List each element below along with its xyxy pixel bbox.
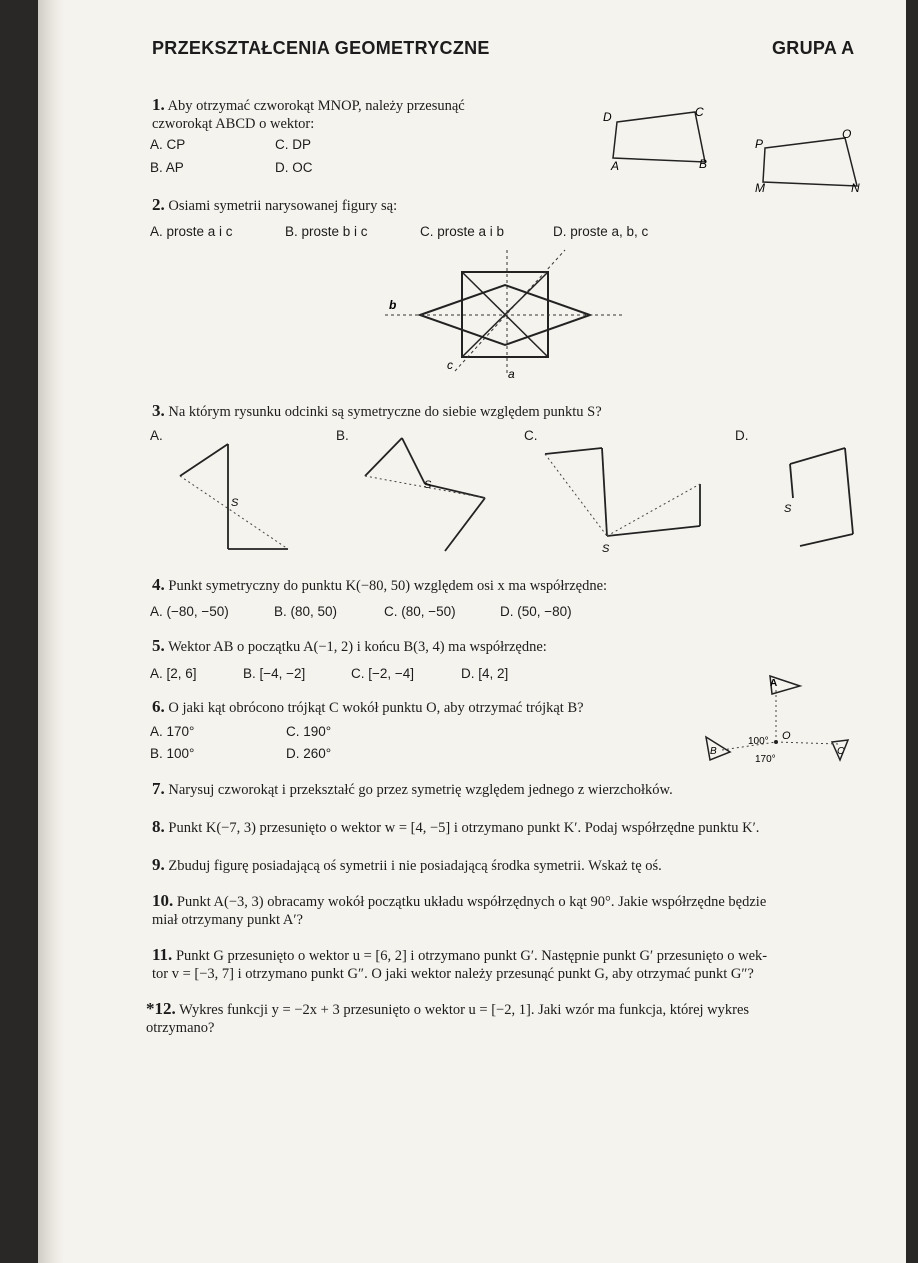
figure-a xyxy=(180,444,288,549)
question-4 xyxy=(152,576,607,595)
question-9 xyxy=(152,856,662,875)
q4-option[interactable]: A. (−80, −50) xyxy=(150,604,229,619)
quadrilateral-abcd xyxy=(613,112,705,162)
page-edge xyxy=(38,0,64,1263)
vertex-label: B xyxy=(699,157,708,171)
q2-option[interactable]: A. proste a i c xyxy=(150,224,233,239)
q5-option[interactable]: A. [2, 6] xyxy=(150,666,197,681)
question-number: 5. xyxy=(152,636,165,655)
q3-option[interactable]: B. xyxy=(336,428,349,443)
q5-option[interactable]: B. [−4, −2] xyxy=(243,666,306,681)
question-text: Aby otrzymać czworokąt MNOP, należy przesunąć xyxy=(167,98,465,114)
q2-option[interactable]: B. proste b i c xyxy=(285,224,368,239)
question-10 xyxy=(152,892,872,929)
triangle-label: B xyxy=(710,746,717,757)
question-text: Zbuduj figurę posiadającą oś symetrii i nie posiadającą środka symetrii. Wskaż tę oś. xyxy=(168,858,662,874)
q4-option[interactable]: C. (80, −50) xyxy=(384,604,456,619)
vertex-label: D xyxy=(603,110,612,124)
question-7 xyxy=(152,780,673,799)
quadrilateral-mnop xyxy=(763,138,857,186)
question-text: miał otrzymany punkt A′? xyxy=(152,912,303,928)
q3-figures xyxy=(170,436,870,566)
q3-option[interactable]: D. xyxy=(735,428,749,443)
q2-figure xyxy=(385,245,625,380)
question-text: Na którym rysunku odcinki są symetryczne do siebie względem punktu S? xyxy=(168,404,602,420)
page-title: PRZEKSZTAŁCENIA GEOMETRYCZNE xyxy=(152,38,490,58)
point-label: S xyxy=(784,503,792,515)
triangle-label: A xyxy=(770,678,778,689)
question-text: Punkt A(−3, 3) obracamy wokół początku układu współrzędnych o kąt 90°. Jakie współrzędne będzie xyxy=(176,894,767,910)
axis-label: a xyxy=(508,367,515,380)
question-number: 8. xyxy=(152,817,165,836)
question-6 xyxy=(152,698,584,717)
question-number: 6. xyxy=(152,697,165,716)
question-8 xyxy=(152,818,759,837)
q6-option[interactable]: B. 100° xyxy=(150,746,195,761)
angle-label: 170° xyxy=(755,754,776,765)
question-text: tor v = [−3, 7] i otrzymano punkt G″. O jaki wektor należy przesunąć punkt G, aby otrzymać punkt G″? xyxy=(152,966,754,982)
question-text: Wykres funkcji y = −2x + 3 przesunięto o wektor u = [−2, 1]. Jaki wzór ma funkcja, której wykres xyxy=(179,1002,750,1018)
question-number: 4. xyxy=(152,575,165,594)
question-number: 9. xyxy=(152,855,165,874)
vertex-label: C xyxy=(695,105,704,119)
question-text: otrzymano? xyxy=(146,1020,215,1036)
q4-option[interactable]: B. (80, 50) xyxy=(274,604,338,619)
question-text: Osiami symetrii narysowanej figury są: xyxy=(168,198,398,214)
q2-option[interactable]: D. proste a, b, c xyxy=(553,224,649,239)
question-text: Punkt symetryczny do punktu K(−80, 50) względem osi x ma współrzędne: xyxy=(168,578,608,594)
vertex-label: P xyxy=(755,137,764,151)
question-1 xyxy=(152,96,532,133)
q6-option[interactable]: C. 190° xyxy=(286,724,332,739)
question-11 xyxy=(152,946,872,983)
question-number: 11. xyxy=(152,945,173,964)
axis-label: c xyxy=(447,358,453,372)
vertex-label: N xyxy=(851,181,860,195)
q1-option[interactable]: A. CP xyxy=(150,137,186,152)
q1-option[interactable]: C. DP xyxy=(275,137,312,152)
q1-option[interactable]: B. AP xyxy=(150,160,184,175)
q5-option[interactable]: D. [4, 2] xyxy=(461,666,509,681)
question-number: 3. xyxy=(152,401,165,420)
question-text: Narysuj czworokąt i przekształć go przez symetrię względem jednego z wierzchołków. xyxy=(168,782,673,798)
vertex-label: A xyxy=(611,159,620,173)
question-text: Punkt K(−7, 3) przesunięto o wektor w = [4, −5] i otrzymano punkt K′. Podaj współrzędne punktu K′. xyxy=(168,820,760,836)
q6-option[interactable]: D. 260° xyxy=(286,746,332,761)
point-label: S xyxy=(231,497,239,509)
q4-option[interactable]: D. (50, −80) xyxy=(500,604,572,619)
question-2 xyxy=(152,196,397,215)
question-number: 2. xyxy=(152,195,165,214)
q5-option[interactable]: C. [−2, −4] xyxy=(351,666,415,681)
q2-option[interactable]: C. proste a i b xyxy=(420,224,505,239)
figure-d xyxy=(784,448,853,546)
question-3 xyxy=(152,402,602,421)
question-number: 1. xyxy=(152,95,165,114)
axis-label: b xyxy=(389,298,397,312)
triangle-label: C xyxy=(837,746,845,757)
question-text: czworokąt ABCD o wektor: xyxy=(152,116,315,132)
question-text: O jaki kąt obrócono trójkąt C wokół punktu O, aby otrzymać trójkąt B? xyxy=(168,700,584,716)
group-label: GRUPA A xyxy=(772,38,855,58)
figure-c xyxy=(545,448,700,555)
question-12 xyxy=(146,1000,872,1037)
question-5 xyxy=(152,637,547,656)
vertex-label: M xyxy=(755,181,765,195)
vertex-label: O xyxy=(842,127,852,141)
q6-figure xyxy=(700,672,860,770)
q6-option[interactable]: A. 170° xyxy=(150,724,195,739)
q1-option[interactable]: D. OC xyxy=(275,160,313,175)
question-number: *12. xyxy=(146,999,176,1018)
angle-label: 100° xyxy=(748,736,769,747)
center-label: O xyxy=(782,730,791,742)
question-number: 7. xyxy=(152,779,165,798)
point-label: S xyxy=(424,479,432,491)
figure-b xyxy=(365,438,485,551)
q1-figure xyxy=(595,100,875,200)
question-text: Punkt G przesunięto o wektor u = [6, 2] i otrzymano punkt G′. Następnie punkt G′ przesunięto o wek- xyxy=(175,948,768,964)
point-label: S xyxy=(602,543,610,555)
question-text: Wektor AB o początku A(−1, 2) i końcu B(3, 4) ma współrzędne: xyxy=(168,639,547,655)
q3-option[interactable]: A. xyxy=(150,428,163,443)
question-number: 10. xyxy=(152,891,174,910)
q3-option[interactable]: C. xyxy=(524,428,538,443)
